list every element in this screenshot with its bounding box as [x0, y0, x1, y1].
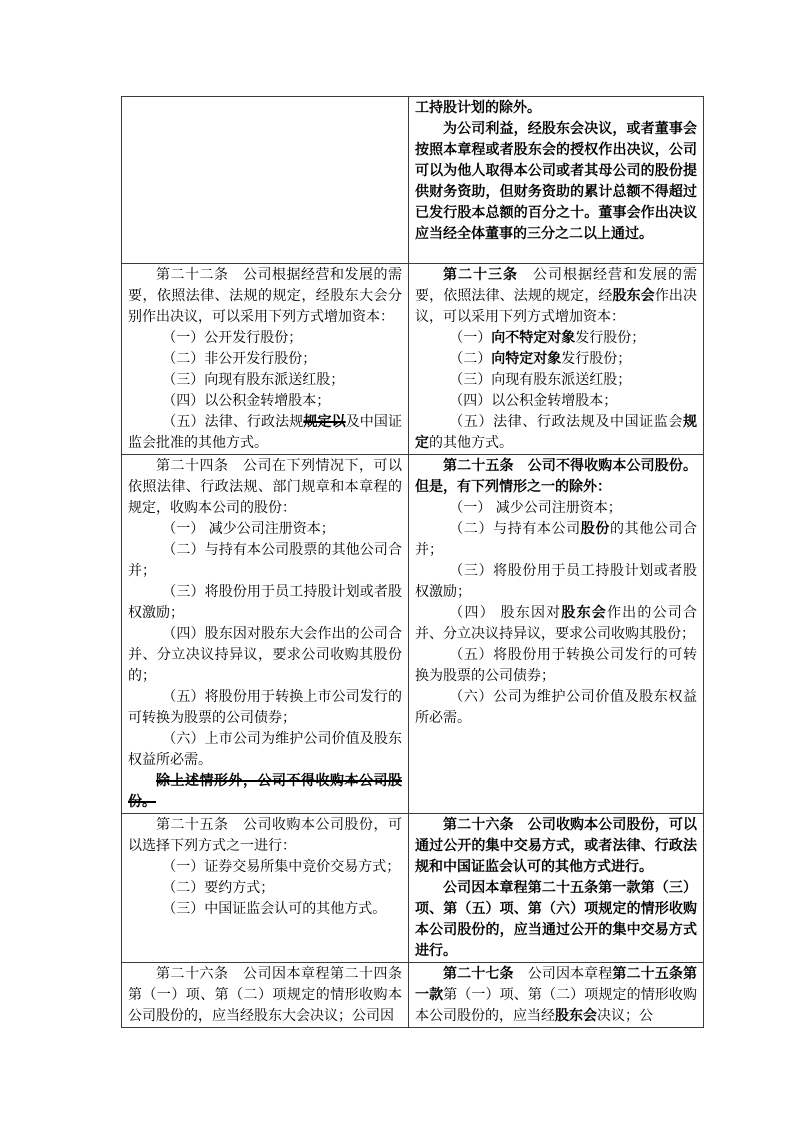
old-version-cell: [122, 264, 409, 455]
paragraph: [415, 391, 697, 412]
table-row: [122, 814, 704, 963]
paragraph: [128, 771, 402, 813]
text-run: （四） 股东因对: [449, 605, 562, 621]
paragraph: [415, 265, 697, 328]
paragraph: [415, 328, 697, 349]
new-version-cell: [409, 97, 704, 264]
paragraph: [128, 540, 402, 582]
old-version-cell: [122, 455, 409, 814]
paragraph: [128, 456, 402, 519]
revised-text: 第二十七条: [443, 966, 514, 982]
paragraph: [128, 391, 402, 412]
text-run: 的其他公司合并；: [415, 521, 698, 558]
text-run: （三）将股份用于员工持股计划或者股权激励；: [128, 584, 402, 621]
text-run: 决议；公: [597, 1008, 653, 1024]
comparison-table-body: [122, 97, 704, 1028]
old-version-cell: [122, 814, 409, 963]
old-version-cell: [122, 963, 409, 1028]
text-run: （四）股东因对股东大会作出的公司合并、分立决议持异议，要求公司收购其股份的；: [128, 626, 402, 684]
paragraph: [128, 729, 402, 771]
paragraph: [415, 412, 697, 454]
revised-text: 第二十三条: [443, 267, 518, 283]
deleted-text: 除上述情形外，公司不得收购本公司股份。: [128, 773, 402, 810]
text-run: （三）向现有股东派送红股；: [162, 372, 345, 388]
revised-text: 股东会: [561, 605, 607, 621]
revised-text: 股份: [580, 521, 610, 537]
text-run: （三）中国证监会认可的其他方式。: [162, 901, 387, 917]
text-run: （二）与持有本公司股票的其他公司合并；: [128, 542, 402, 579]
text-run: 公司根据经营和发展的需要，依照法律、法规的规定，经: [415, 267, 697, 304]
table-row: [122, 455, 704, 814]
paragraph: [415, 498, 697, 519]
text-run: 作出的公司合并、分立决议持异议，要求公司收购其股份；: [415, 605, 697, 642]
text-run: （五）法律、行政法规及中国证监会: [449, 414, 683, 430]
text-run: （二）与持有本公司: [449, 521, 581, 537]
paragraph: [128, 582, 402, 624]
paragraph: [415, 603, 697, 645]
table-row: [122, 963, 704, 1028]
text-run: 第二十五条 公司收购本公司股份，可以选择下列方式之一进行：: [128, 817, 402, 854]
text-run: （一） 减少公司注册资本；: [449, 500, 622, 516]
old-version-cell: [122, 97, 409, 264]
text-run: 的其他方式。: [429, 435, 513, 451]
deleted-text: 规定以: [303, 414, 346, 430]
revised-text: 规定: [415, 414, 697, 451]
table-row: [122, 264, 704, 455]
revised-text: 股东会: [555, 1008, 597, 1024]
paragraph: [128, 412, 402, 454]
text-run: （五）将股份用于转换公司发行的可转换为股票的公司债券；: [415, 647, 697, 684]
text-run: 第二十二条 公司根据经营和发展的需要，依照法律、法规的规定，经股东大会分别作出决议，可以采用下列方式增加资本：: [128, 267, 402, 325]
paragraph: [415, 370, 697, 391]
text-run: （一）: [449, 330, 492, 346]
revised-text: 公司因本章程第二十五条第一款第（三）项、第（五）项、第（六）项规定的情形收购本公司股份的，应当通过公开的集中交易方式进行。: [415, 880, 697, 959]
text-run: 发行股份；: [561, 351, 632, 367]
revised-text: 股东会: [612, 288, 655, 304]
paragraph: [415, 561, 697, 603]
paragraph: [415, 519, 697, 561]
paragraph: [128, 370, 402, 391]
paragraph: [128, 878, 402, 899]
paragraph: [128, 519, 402, 540]
new-version-cell: [409, 963, 704, 1028]
text-run: 第二十六条 公司因本章程第二十四条第（一）项、第（二）项规定的情形收购本公司股份的，应当经股东大会决议；公司因: [128, 966, 402, 1024]
paragraph: [128, 857, 402, 878]
revised-text: 为公司利益，经股东会决议，或者董事会按照本章程或者股东会的授权作出决议，公司可以为他人取得本公司或者其母公司的股份提供财务资助，但财务资助的累计总额不得超过已发行股本总额的百分之十。董事会作出决议应当经全体董事的三分之二以上通过。: [415, 121, 697, 242]
text-run: （六）公司为维护公司价值及股东权益所必需。: [415, 689, 697, 726]
text-run: （一）公开发行股份；: [162, 330, 303, 346]
text-run: （三）向现有股东派送红股；: [449, 372, 632, 388]
paragraph: [415, 349, 697, 370]
paragraph: [128, 328, 402, 349]
text-run: （四）以公积金转增股本；: [162, 393, 331, 409]
paragraph: [415, 645, 697, 687]
text-run: （三）将股份用于员工持股计划或者股权激励；: [415, 563, 697, 600]
paragraph: [415, 815, 697, 878]
paragraph: [128, 687, 402, 729]
revised-text: 向特定对象: [491, 351, 562, 367]
text-run: （六）上市公司为维护公司价值及股东权益所必需。: [128, 731, 402, 768]
text-run: （四）以公积金转增股本；: [449, 393, 618, 409]
paragraph: [128, 815, 402, 857]
text-run: 及中国证监会批准的其他方式。: [128, 414, 403, 451]
revised-text: 工持股计划的除外。: [415, 100, 541, 116]
paragraph: [415, 964, 697, 1027]
text-run: 第二十四条 公司在下列情况下，可以依照法律、行政法规、部门规章和本章程的规定，收购本公司的股份：: [128, 458, 402, 516]
text-run: （五）法律、行政法规: [162, 414, 304, 430]
new-version-cell: [409, 455, 704, 814]
revised-text: 第二十五条第一款: [415, 966, 698, 1003]
text-run: （二）要约方式；: [162, 880, 275, 896]
text-run: 公司因本章程: [513, 966, 613, 982]
text-run: （二）: [449, 351, 492, 367]
text-run: 第（一）项、第（二）项规定的情形收购本公司股份的，应当经: [415, 987, 698, 1024]
paragraph: [415, 119, 697, 245]
paragraph: [415, 878, 697, 962]
paragraph: [128, 624, 402, 687]
text-run: 作出决议，可以采用下列方式增加资本：: [415, 288, 698, 325]
paragraph: [415, 98, 697, 119]
text-run: （一）证券交易所集中竞价交易方式；: [162, 859, 401, 875]
revised-text: 第二十五条 公司不得收购本公司股份。但是，有下列情形之一的除外：: [415, 458, 697, 495]
paragraph: [128, 349, 402, 370]
text-run: 发行股份；: [575, 330, 646, 346]
article-comparison-table: [121, 96, 704, 1028]
text-run: （二）非公开发行股份；: [162, 351, 317, 367]
paragraph: [128, 899, 402, 920]
new-version-cell: [409, 814, 704, 963]
text-run: （一） 减少公司注册资本；: [162, 521, 335, 537]
paragraph: [415, 687, 697, 729]
text-run: （五）将股份用于转换上市公司发行的可转换为股票的公司债券；: [128, 689, 402, 726]
revised-text: 向不特定对象: [491, 330, 576, 346]
new-version-cell: [409, 264, 704, 455]
paragraph: [128, 265, 402, 328]
table-row: [122, 97, 704, 264]
paragraph: [415, 456, 697, 498]
paragraph: [128, 964, 402, 1027]
revised-text: 第二十六条 公司收购本公司股份，可以通过公开的集中交易方式，或者法律、行政法规和中国证监会认可的其他方式进行。: [415, 817, 697, 875]
